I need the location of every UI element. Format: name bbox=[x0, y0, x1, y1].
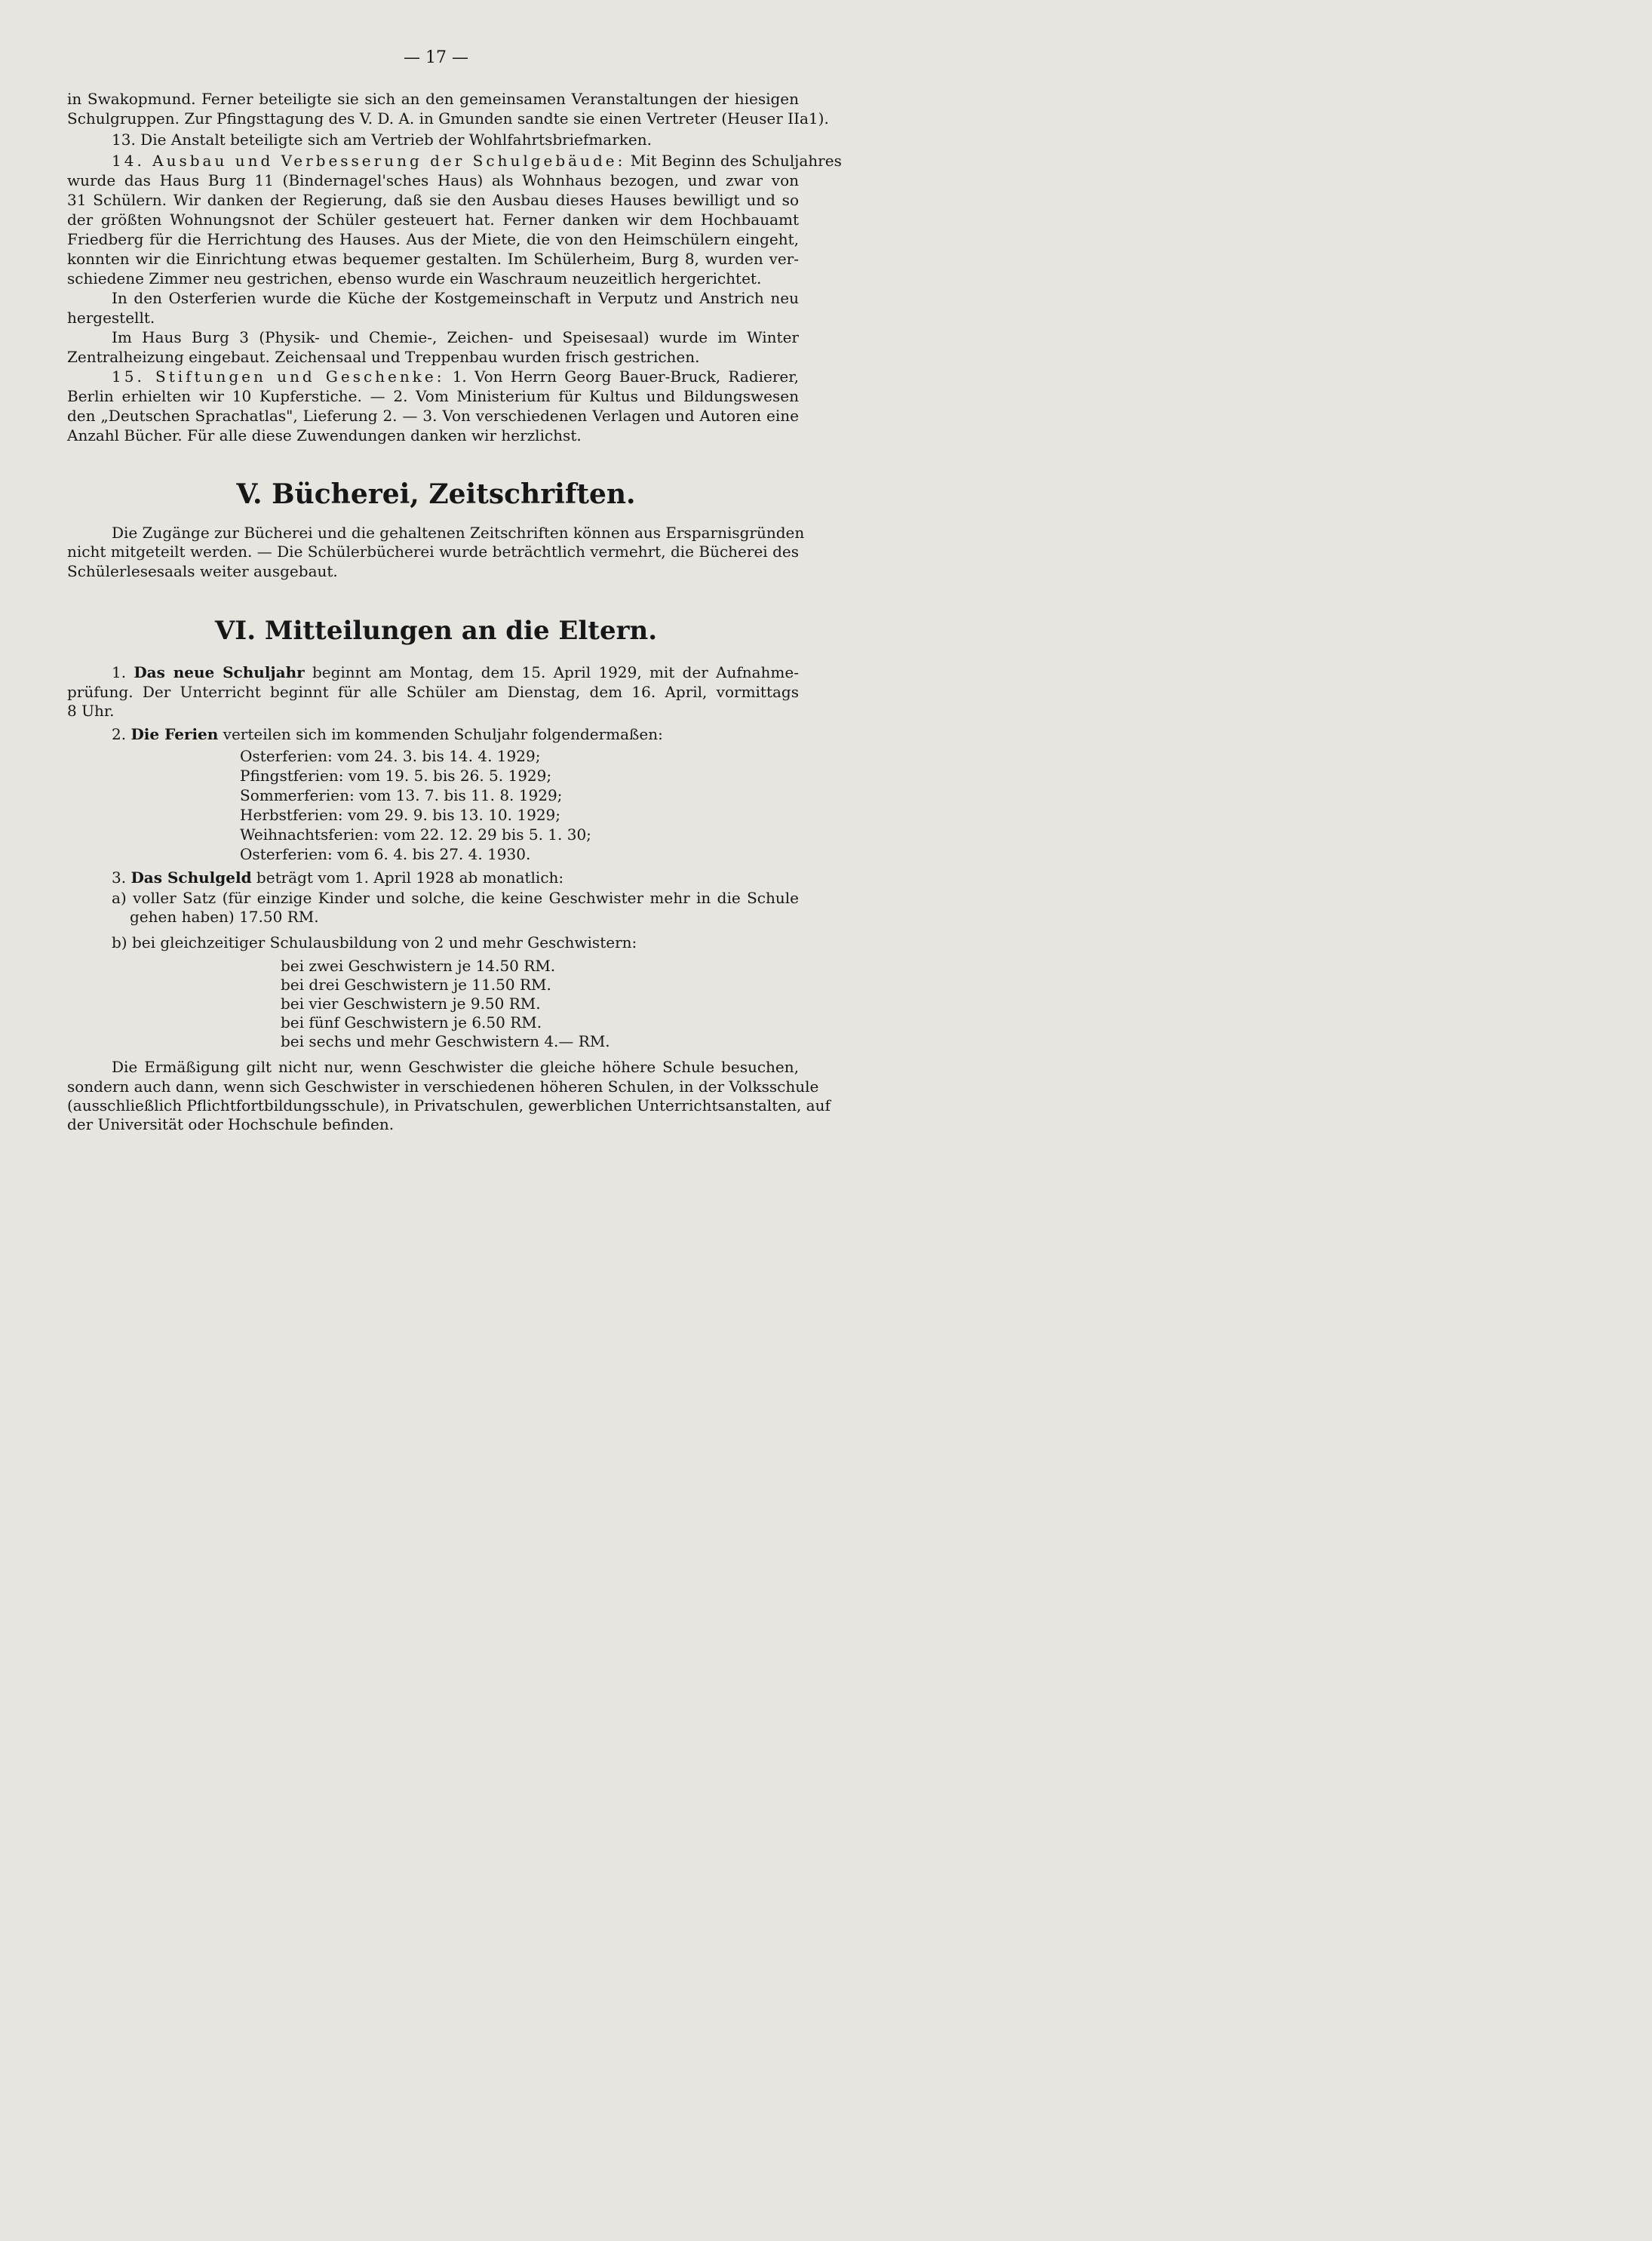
para-2 bbox=[112, 725, 799, 743]
text-line: Berlin erhielten wir 10 Kupferstiche. — 2. Vom Ministerium für Kultus und Bildungswesen bbox=[67, 387, 799, 405]
text-line: nicht mitgeteilt werden. — Die Schülerbücherei wurde beträchtlich vermehrt, die Bücherei des bbox=[67, 543, 799, 561]
fee-row: bei vier Geschwistern je 9.50 RM. bbox=[281, 994, 541, 1013]
text-line: (ausschließlich Pflichtfortbildungsschule), in Privatschulen, gewerblichen Unterrichtsanstalten, auf bbox=[67, 1096, 831, 1114]
document-page bbox=[0, 0, 872, 1183]
para-1-number: 1. bbox=[112, 663, 134, 681]
para-2-number: 2. bbox=[112, 725, 131, 743]
text-line: Schülerlesesaals weiter ausgebaut. bbox=[67, 562, 338, 580]
text-line: der größten Wohnungsnot der Schüler gesteuert hat. Ferner danken wir dem Hochbauamt bbox=[67, 211, 799, 229]
para-3 bbox=[112, 868, 799, 887]
para-3-number: 3. bbox=[112, 868, 131, 887]
text-line: In den Osterferien wurde die Küche der Kostgemeinschaft in Verputz und Anstrich neu bbox=[112, 289, 799, 307]
para-3-text: beträgt vom 1. April 1928 ab monatlich: bbox=[251, 868, 564, 887]
text-line: Anzahl Bücher. Für alle diese Zuwendungen danken wir herzlichst. bbox=[67, 426, 582, 444]
fee-row: bei zwei Geschwistern je 14.50 RM. bbox=[281, 957, 556, 975]
text-line: hergestellt. bbox=[67, 309, 155, 327]
text-line: der Universität oder Hochschule befinden. bbox=[67, 1115, 395, 1133]
section-heading-5: V. Bücherei, Zeitschriften. bbox=[236, 478, 636, 510]
page-number: — 17 — bbox=[404, 48, 468, 67]
para-1-bold: Das neue Schuljahr bbox=[134, 663, 305, 681]
text-line: gehen haben) 17.50 RM. bbox=[130, 908, 319, 926]
text-line: Friedberg für die Herrichtung des Hauses. Aus der Miete, die von den Heimschülern eingeht, bbox=[67, 230, 799, 248]
fee-row: bei drei Geschwistern je 11.50 RM. bbox=[281, 976, 551, 994]
section-heading-6: VI. Mitteilungen an die Eltern. bbox=[214, 616, 658, 646]
text-line: a) voller Satz (für einzige Kinder und solche, die keine Geschwister mehr in die Schule bbox=[112, 889, 799, 907]
item-15 bbox=[112, 367, 799, 386]
para-2-bold: Die Ferien bbox=[131, 725, 219, 743]
fee-row: bei sechs und mehr Geschwistern 4.— RM. bbox=[281, 1032, 610, 1050]
text-line: 8 Uhr. bbox=[67, 702, 115, 720]
text-line: den „Deutschen Sprachatlas", Lieferung 2. — 3. Von verschiedenen Verlagen und Autoren eine bbox=[67, 407, 799, 425]
para-3-bold: Das Schulgeld bbox=[131, 868, 252, 887]
para-1 bbox=[112, 663, 799, 681]
holiday-row: Weihnachtsferien: vom 22. 12. 29 bis 5. 1. 30; bbox=[240, 825, 591, 844]
holiday-row: Herbstferien: vom 29. 9. bis 13. 10. 1929; bbox=[240, 806, 560, 824]
text-line: Im Haus Burg 3 (Physik- und Chemie-, Zeichen- und Speisesaal) wurde im Winter bbox=[112, 328, 799, 346]
item-14-text: Mit Beginn des Schuljahres bbox=[625, 152, 842, 170]
para-1-text: beginnt am Montag, dem 15. April 1929, mit der Aufnahme- bbox=[304, 663, 799, 681]
text-line: in Swakopmund. Ferner beteiligte sie sich an den gemeinsamen Veranstaltungen der hiesigen bbox=[67, 90, 799, 108]
text-line: b) bei gleichzeitiger Schulausbildung von 2 und mehr Geschwistern: bbox=[112, 933, 637, 951]
holiday-row: Pfingstferien: vom 19. 5. bis 26. 5. 1929; bbox=[240, 767, 552, 785]
text-line: wurde das Haus Burg 11 (Bindernagel'sches Haus) als Wohnhaus bezogen, und zwar von bbox=[67, 171, 799, 189]
holiday-row: Osterferien: vom 6. 4. bis 27. 4. 1930. bbox=[240, 845, 531, 863]
fee-row: bei fünf Geschwistern je 6.50 RM. bbox=[281, 1013, 542, 1031]
text-line: 31 Schülern. Wir danken der Regierung, daß sie den Ausbau dieses Hauses bewilligt und so bbox=[67, 191, 799, 209]
text-line: Die Ermäßigung gilt nicht nur, wenn Geschwister die gleiche höhere Schule besuchen, bbox=[112, 1058, 799, 1076]
item-14-heading: 14. Ausbau und Verbesserung der Schulgebäude: bbox=[112, 152, 626, 170]
item-15-text: 1. Von Herrn Georg Bauer-Bruck, Radierer, bbox=[444, 367, 799, 386]
text-line: Zentralheizung eingebaut. Zeichensaal und Treppenbau wurden frisch gestrichen. bbox=[67, 348, 700, 366]
item-15-heading: 15. Stiftungen und Geschenke: bbox=[112, 367, 445, 386]
text-line: Die Zugänge zur Bücherei und die gehaltenen Zeitschriften können aus Ersparnisgründen bbox=[112, 524, 805, 542]
text-line: sondern auch dann, wenn sich Geschwister in verschiedenen höheren Schulen, in der Volksschule bbox=[67, 1077, 819, 1096]
text-line: prüfung. Der Unterricht beginnt für alle Schüler am Dienstag, dem 16. April, vormittags bbox=[67, 683, 799, 701]
item-14 bbox=[112, 152, 842, 170]
para-2-text: verteilen sich im kommenden Schuljahr folgendermaßen: bbox=[218, 725, 663, 743]
text-line: schiedene Zimmer neu gestrichen, ebenso wurde ein Waschraum neuzeitlich hergerichtet. bbox=[67, 269, 762, 287]
text-line: Schulgruppen. Zur Pfingsttagung des V. D. A. in Gmunden sandte sie einen Vertreter (Heuser IIa1). bbox=[67, 109, 829, 128]
text-line: konnten wir die Einrichtung etwas bequemer gestalten. Im Schülerheim, Burg 8, wurden ver- bbox=[67, 250, 799, 268]
item-13: 13. Die Anstalt beteiligte sich am Vertrieb der Wohlfahrtsbriefmarken. bbox=[112, 131, 652, 149]
holiday-row: Osterferien: vom 24. 3. bis 14. 4. 1929; bbox=[240, 747, 541, 765]
holiday-row: Sommerferien: vom 13. 7. bis 11. 8. 1929; bbox=[240, 786, 563, 804]
